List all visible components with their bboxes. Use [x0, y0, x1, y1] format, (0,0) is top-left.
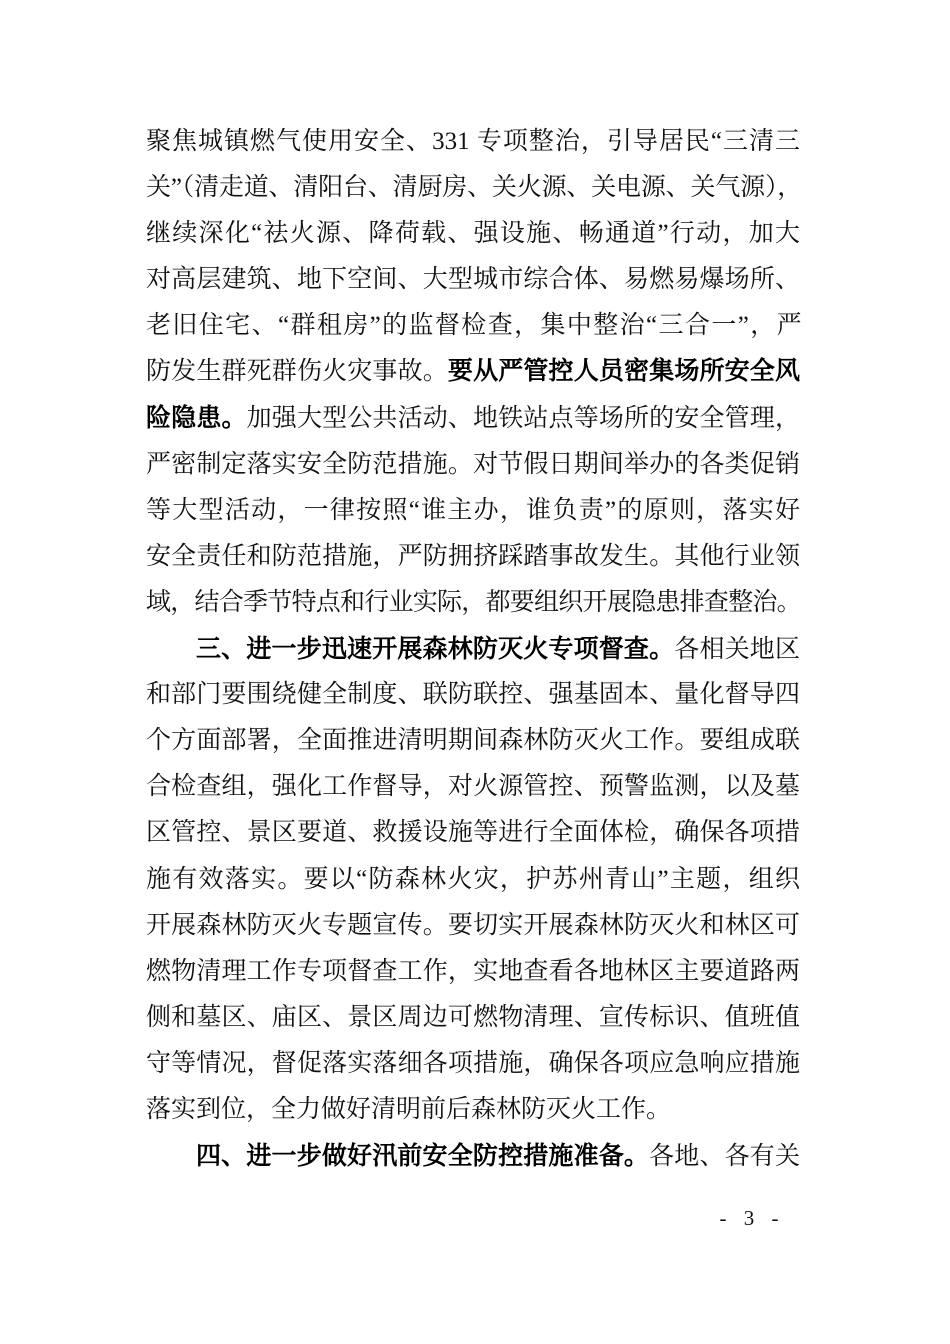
section-heading: 四、进一步做好汛前安全防控措施准备。 [196, 1142, 650, 1171]
body-text: 区管控、景区要道、救援设施等进行全面体检，确保各项措 [146, 819, 800, 847]
text-line [146, 995, 800, 1041]
body-text: 安全责任和防范措施，严防拥挤踩踏事故发生。其他行业领 [146, 542, 800, 570]
page-number: - 3 - [719, 1206, 783, 1230]
section-heading-line [146, 1133, 800, 1179]
body-text: 等大型活动，一律按照“谁主办，谁负责”的原则，落实好 [146, 496, 800, 524]
body-text: 侧和墓区、庙区、景区周边可燃物清理、宣传标识、值班值 [146, 1003, 800, 1031]
text-line [146, 442, 800, 488]
text-line [146, 303, 800, 349]
section-heading: 三、进一步迅速开展森林防灭火专项督查。 [196, 635, 675, 664]
paragraph-continued-section-2 [146, 119, 800, 626]
text-line [146, 396, 800, 442]
text-line [146, 257, 800, 303]
body-text: 开展森林防灭火专题宣传。要切实开展森林防灭火和林区可 [146, 911, 800, 939]
text-line [146, 488, 800, 534]
body-text: 合检查组，强化工作督导，对火源管控、预警监测，以及墓 [146, 773, 800, 801]
body-text: 和部门要围绕健全制度、联防联控、强基固本、量化督导四 [146, 681, 800, 709]
text-line [146, 1087, 800, 1133]
body-text: 加强大型公共活动、地铁站点等场所的安全管理， [246, 404, 800, 432]
section-heading-line [146, 626, 800, 672]
body-text: 个方面部署，全面推进清明期间森林防灭火工作。要组成联 [146, 727, 800, 755]
body-text: 域，结合季节特点和行业实际，都要组织开展隐患排查整治。 [146, 588, 800, 616]
paragraph-section-4 [146, 1133, 800, 1179]
emphasized-text: 要从严管控人员密集场所安全风 [447, 358, 800, 386]
body-text: 继续深化“祛火源、降荷载、强设施、畅通道”行动，加大 [146, 220, 800, 248]
body-text: 施有效落实。要以“防森林火灾，护苏州青山”主题，组织 [146, 865, 800, 893]
text-line [146, 580, 800, 626]
text-line [146, 903, 800, 949]
text-line [146, 810, 800, 856]
emphasized-text: 险隐患。 [146, 404, 247, 432]
text-line [146, 857, 800, 903]
text-line [146, 211, 800, 257]
body-text: 各地、各有关 [649, 1143, 800, 1171]
text-line [146, 1041, 800, 1087]
body-text: 老旧住宅、“群租房”的监督检查，集中整治“三合一”，严 [146, 312, 800, 340]
body-text: 落实到位，全力做好清明前后森林防灭火工作。 [146, 1095, 672, 1123]
text-line [146, 672, 800, 718]
text-line [146, 349, 800, 395]
body-text: 严密制定落实安全防范措施。对节假日期间举办的各类促销 [146, 450, 800, 478]
document-body [146, 119, 800, 1179]
text-line [146, 718, 800, 764]
body-text: 守等情况，督促落实落细各项措施，确保各项应急响应措施 [146, 1049, 800, 1077]
body-text: 防发生群死群伤火灾事故。 [146, 358, 448, 386]
text-line [146, 165, 800, 211]
body-text: 对高层建筑、地下空间、大型城市综合体、易燃易爆场所、 [146, 266, 800, 294]
body-text: 各相关地区 [674, 636, 800, 664]
text-line [146, 949, 800, 995]
body-text: 燃物清理工作专项督查工作，实地查看各地林区主要道路两 [146, 957, 800, 985]
text-line [146, 764, 800, 810]
text-line [146, 119, 800, 165]
body-text: 聚焦城镇燃气使用安全、331 专项整治，引导居民“三清三 [146, 128, 800, 155]
paragraph-section-3 [146, 626, 800, 1133]
text-line [146, 534, 800, 580]
body-text: 关”（清走道、清阳台、清厨房、关火源、关电源、关气源）， [146, 174, 800, 202]
